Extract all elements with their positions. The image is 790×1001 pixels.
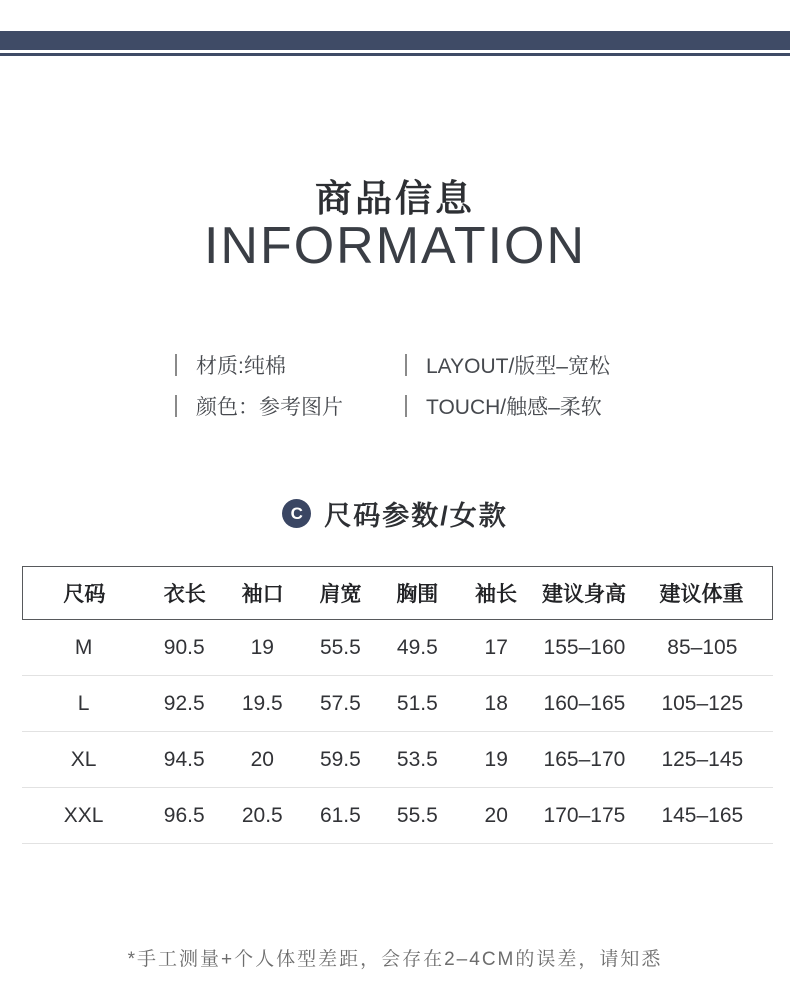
table-row-xl: [22, 732, 773, 788]
detail-layout-label: LAYOUT/版型–宽松: [426, 355, 610, 378]
cell-sleeve: 19: [484, 747, 508, 771]
divider-pipe: [405, 395, 407, 417]
divider-pipe: [175, 395, 177, 417]
cell-weight: 125–145: [661, 747, 744, 771]
divider-pipe: [175, 354, 177, 376]
col-header-cuff: 袖口: [241, 583, 284, 606]
cell-shoulder: 59.5: [319, 747, 361, 771]
divider-pipe: [405, 354, 407, 376]
cell-sleeve: 20: [484, 803, 508, 827]
top-accent-bar-thin: [0, 53, 790, 56]
table-row-l: [22, 676, 773, 732]
top-accent-bar-thick: [0, 31, 790, 50]
cell-shoulder: 57.5: [319, 691, 361, 715]
col-header-sleeve: 袖长: [474, 583, 517, 606]
detail-color: [175, 393, 343, 419]
detail-touch-label: TOUCH/触感–柔软: [426, 396, 602, 419]
cell-bust: 55.5: [396, 803, 438, 827]
table-row-xxl: [22, 788, 773, 844]
table-row-m: [22, 620, 773, 676]
cell-sleeve: 18: [484, 691, 508, 715]
size-table: [22, 566, 773, 844]
detail-layout: [405, 352, 610, 378]
col-header-bust: 胸围: [396, 583, 439, 606]
cell-bust: 49.5: [396, 635, 438, 659]
cell-cuff: 19: [250, 635, 274, 659]
cell-bust: 53.5: [396, 747, 438, 771]
measurement-disclaimer: *手工测量+个人体型差距，会存在2–4CM的误差，请知悉: [127, 949, 663, 970]
detail-touch: [405, 393, 610, 419]
col-header-shoulder: 肩宽: [319, 583, 362, 606]
cell-shoulder: 55.5: [319, 635, 361, 659]
cell-weight: 105–125: [661, 691, 744, 715]
cell-shoulder: 61.5: [319, 803, 361, 827]
cell-sleeve: 17: [484, 635, 508, 659]
col-header-length: 衣长: [163, 583, 206, 606]
details-left-column: [175, 352, 343, 419]
cell-size: L: [77, 691, 90, 715]
cell-size: M: [74, 635, 93, 659]
detail-material: [175, 352, 343, 378]
details-right-column: [405, 352, 610, 419]
page-title-chinese: 商品信息: [315, 178, 475, 219]
cell-size: XXL: [63, 803, 104, 827]
cell-height: 155–160: [543, 635, 626, 659]
page-title-english: INFORMATION: [203, 217, 587, 275]
cell-cuff: 19.5: [241, 691, 283, 715]
cell-weight: 145–165: [661, 803, 744, 827]
cell-height: 165–170: [543, 747, 626, 771]
size-section-title: 尺码参数/女款: [324, 501, 508, 531]
cell-cuff: 20: [250, 747, 274, 771]
detail-material-label: 材质:纯棉: [196, 355, 286, 378]
cell-length: 90.5: [163, 635, 205, 659]
col-header-size: 尺码: [63, 583, 106, 606]
size-section-header: [0, 494, 790, 533]
cell-cuff: 20.5: [241, 803, 283, 827]
col-header-weight: 建议体重: [659, 583, 744, 606]
cell-length: 92.5: [163, 691, 205, 715]
detail-color-label: 颜色：参考图片: [196, 396, 343, 419]
size-table-header-row: [22, 566, 773, 620]
cell-length: 96.5: [163, 803, 205, 827]
cell-bust: 51.5: [396, 691, 438, 715]
cell-size: XL: [70, 747, 97, 771]
c-badge-icon: C: [282, 499, 311, 528]
cell-height: 170–175: [543, 803, 626, 827]
col-header-height: 建议身高: [541, 583, 626, 606]
cell-weight: 85–105: [667, 635, 738, 659]
cell-length: 94.5: [163, 747, 205, 771]
cell-height: 160–165: [543, 691, 626, 715]
